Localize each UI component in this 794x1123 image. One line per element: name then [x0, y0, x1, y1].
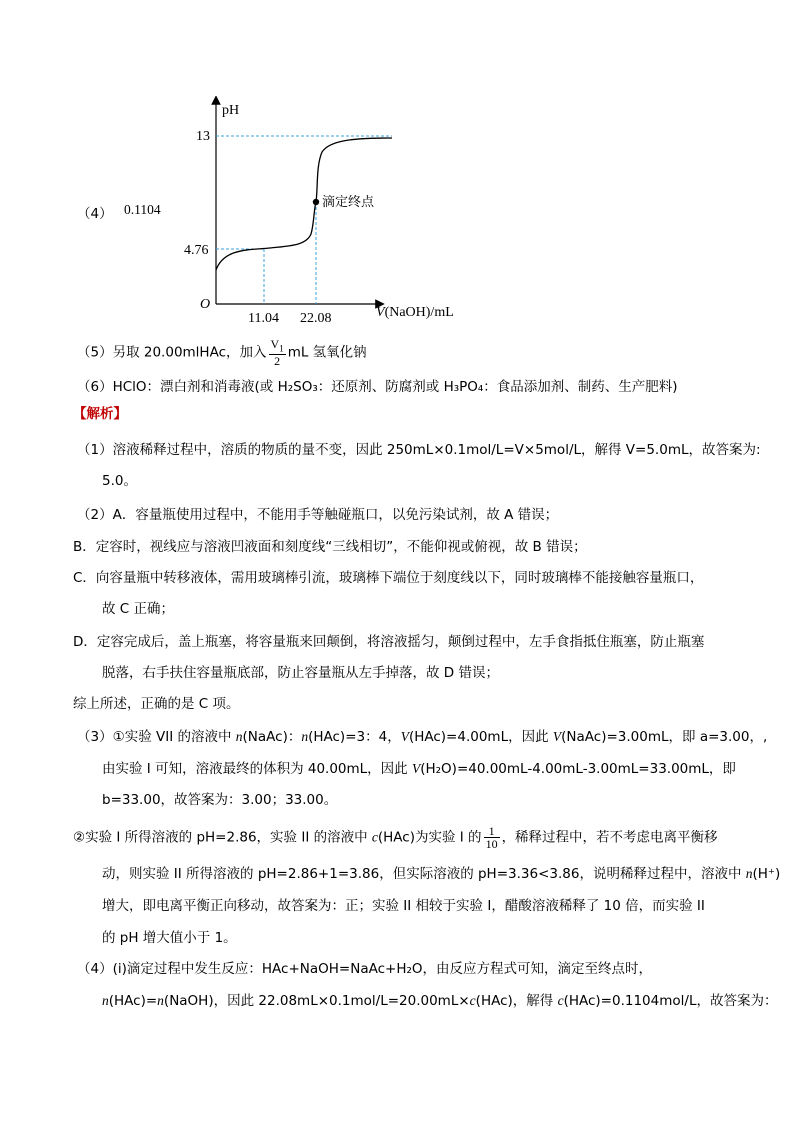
analysis-2-d-2: 脱落，右手扶住容量瓶底部，防止容量瓶从左手掉落，故 D 错误；	[102, 665, 499, 681]
answer-4-value: 0.1104	[124, 202, 161, 217]
analysis-2-summary: 综上所述，正确的是 C 项。	[73, 696, 240, 712]
analysis-2-d-1: D．定容完成后，盖上瓶塞，将容量瓶来回颠倒，将溶液摇匀，颠倒过程中，左手食指抵住瓶塞，防止瓶塞	[73, 634, 705, 650]
answer-6: （6）HClO：漂白剂和消毒液(或 H₂SO₃：还原剂、防腐剂或 H₃PO₄：食品添加剂、制药、生产肥料)	[77, 379, 678, 395]
x-axis-label: V(NaOH)/mL	[376, 305, 454, 320]
analysis-2-b: B．定容时，视线应与溶液凹液面和刻度线“三线相切”，不能仰视或俯视，故 B 错误；	[73, 539, 587, 555]
analysis-2-c-2: 故 C 正确；	[102, 601, 175, 617]
analysis-2-a: （2）A．容量瓶使用过程中，不能用手等触碰瓶口，以免污染试剂，故 A 错误；	[77, 507, 559, 523]
analysis-1-line-2: 5.0。	[102, 473, 137, 489]
x-tick-2208: 22.08	[300, 311, 332, 324]
origin-label: O	[200, 297, 211, 312]
x-tick-1104: 11.04	[248, 311, 279, 324]
analysis-1-line-1: （1）溶液稀释过程中，溶质的物质的量不变，因此 250mL×0.1mol/L=V×5mol/L，解得 V=5.0mL，故答案为:	[77, 442, 761, 458]
analysis-3-line-3: b=33.00，故答案为：3.00；33.00。	[102, 792, 338, 808]
endpoint-marker	[313, 199, 319, 205]
answer-5: （5）另取 20.00mlHAc，加入 $\frac{V_1}{2}$ mL 氢氧化钠	[77, 337, 367, 369]
analysis-3-part2-line-2: 动，则实验 II 所得溶液的 pH=2.86+1=3.86，但实际溶液的 pH=3.36<3.86，说明稀释过程中，溶液中 n(H⁺)	[102, 866, 781, 882]
endpoint-label: 滴定终点	[322, 195, 375, 210]
y-tick-13: 13	[196, 129, 210, 144]
analysis-4-line-1: （4）(i)滴定过程中发生反应：HAc+NaOH=NaAc+H₂O，由反应方程式可知，滴定至终点时，	[77, 961, 653, 977]
analysis-3-part2-line-3: 增大，即电离平衡正向移动，故答案为：正；实验 II 相较于实验 I，醋酸溶液稀释了 10 倍，而实验 II	[102, 898, 705, 914]
y-tick-476: 4.76	[184, 243, 209, 258]
answer-4-label: （4）	[77, 206, 113, 222]
analysis-2-c-1: C．向容量瓶中转移液体，需用玻璃棒引流，玻璃棒下端位于刻度线以下，同时玻璃棒不能接触容量瓶口，	[73, 570, 704, 586]
y-axis-label: pH	[222, 103, 240, 118]
analysis-3-line-2: 由实验 I 可知，溶液最终的体积为 40.00mL，因此 V(H₂O)=40.00mL-4.00mL-3.00mL=33.00mL，即	[102, 761, 736, 777]
analysis-3-part2-line-1: ②实验 I 所得溶液的 pH=2.86，实验 II 的溶液中 c(HAc)为实验 I 的 $\frac{1}{10}$ ，稀释过程中，若不考虑电离平衡移	[73, 824, 718, 851]
analysis-3-part2-line-4: 的 pH 增大值小于 1。	[102, 930, 237, 946]
fraction-1-over-10: $\frac{1}{10}$	[485, 824, 498, 851]
analysis-4-line-2: n(HAc)=n(NaOH)，因此 22.08mL×0.1mol/L=20.00mL×c(HAc)，解得 c(HAc)=0.1104mol/L，故答案为：	[102, 993, 778, 1009]
analysis-heading: 【解析】	[73, 406, 127, 422]
analysis-3-line-1: （3）①实验 VII 的溶液中 n(NaAc)：n(HAc)=3：4，V(HAc)=4.00mL，因此 V(NaAc)=3.00mL，即 a=3.00，,	[77, 729, 768, 745]
fraction-v1-over-2: $\frac{V_1}{2}$	[270, 337, 284, 369]
titration-curve-graph	[180, 96, 480, 324]
